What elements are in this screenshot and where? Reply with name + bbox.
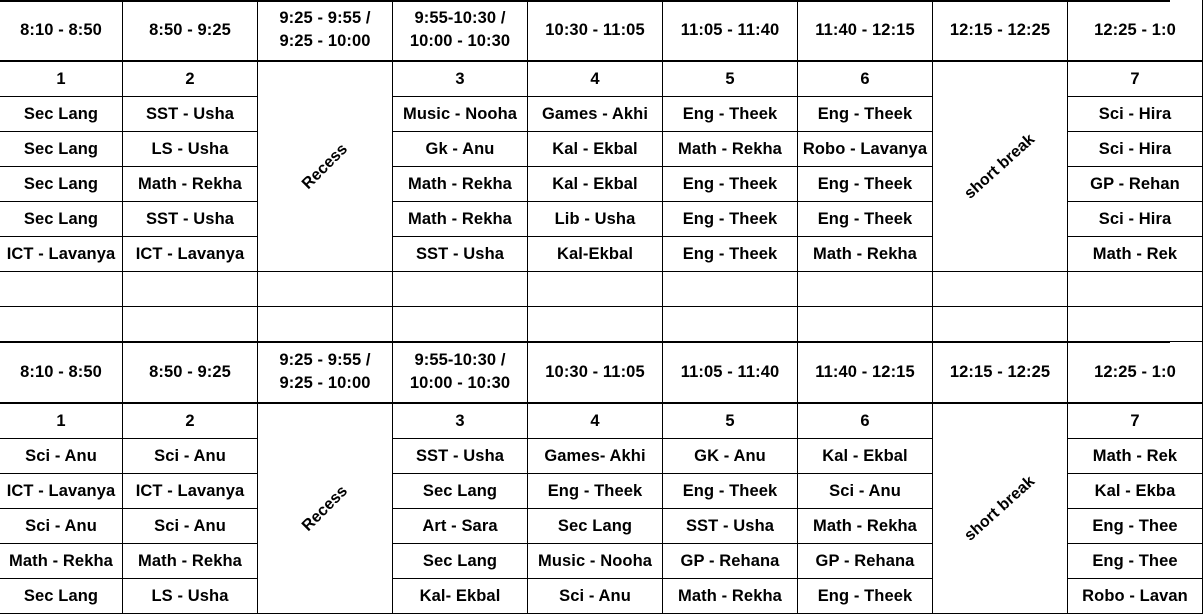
- recess-label: Recess: [298, 140, 351, 193]
- time-slot-text: 11:40 - 12:15: [815, 20, 915, 39]
- subject-text: Gk - Anu: [425, 139, 495, 158]
- subject-text: Eng - Theek: [682, 104, 778, 123]
- time-slot-header: [528, 342, 663, 404]
- short-break-label: short break: [961, 472, 1039, 544]
- subject-cell: [663, 167, 798, 202]
- subject-text: Eng - Theek: [682, 209, 778, 228]
- period-number: [123, 404, 258, 439]
- time-slot-text: 11:05 - 11:40: [680, 362, 780, 381]
- empty-cell: [798, 272, 933, 307]
- time-slot-header: [798, 342, 933, 404]
- subject-cell: [0, 202, 123, 237]
- period-number-text: 3: [455, 69, 465, 88]
- subject-text: Sec Lang: [23, 586, 99, 605]
- subject-cell: [528, 167, 663, 202]
- subject-text: Sci - Anu: [154, 516, 226, 535]
- subject-cell: [123, 509, 258, 544]
- period-number: [0, 404, 123, 439]
- empty-cell: [933, 272, 1068, 307]
- subject-text: Math - Rekha: [813, 244, 917, 263]
- subject-text: Math - Rekha: [813, 516, 917, 535]
- period-number: [1068, 62, 1203, 97]
- subject-cell: [0, 97, 123, 132]
- subject-cell: [123, 544, 258, 579]
- subject-text: ICT - Lavanya: [6, 244, 116, 263]
- subject-text: Sci - Anu: [25, 516, 97, 535]
- empty-cell: [528, 307, 663, 342]
- subject-cell: [528, 97, 663, 132]
- time-slot-text: 10:30 - 11:05: [545, 20, 645, 39]
- subject-cell: [0, 439, 123, 474]
- time-slot-header: [393, 0, 528, 62]
- time-slot-header: [123, 342, 258, 404]
- subject-text: Sec Lang: [23, 174, 99, 193]
- subject-text: ICT - Lavanya: [6, 481, 116, 500]
- subject-text: GP - Rehana: [815, 551, 915, 570]
- time-slot-text: 9:25 - 10:00: [279, 32, 371, 50]
- subject-cell: [123, 237, 258, 272]
- time-slot-text: 8:10 - 8:50: [20, 362, 102, 381]
- subject-cell: [123, 97, 258, 132]
- time-slot-header: [1068, 0, 1203, 62]
- subject-text: Robo - Lavan: [1082, 586, 1188, 605]
- subject-cell: [798, 202, 933, 237]
- time-slot-text: 9:55-10:30 /: [414, 351, 506, 369]
- period-number: [663, 62, 798, 97]
- empty-cell: [1068, 307, 1203, 342]
- subject-cell: [798, 167, 933, 202]
- period-number-text: 6: [860, 69, 870, 88]
- subject-cell: [663, 509, 798, 544]
- period-number: [0, 62, 123, 97]
- subject-cell: [663, 579, 798, 614]
- period-number-text: 5: [725, 69, 735, 88]
- subject-cell: [1068, 474, 1203, 509]
- subject-text: Eng - Theek: [682, 174, 778, 193]
- subject-cell: [663, 97, 798, 132]
- time-slot-text: 10:00 - 10:30: [409, 32, 511, 50]
- subject-cell: [393, 579, 528, 614]
- subject-text: Math - Rek: [1092, 244, 1178, 263]
- empty-cell: [123, 307, 258, 342]
- subject-text: GK - Anu: [694, 446, 766, 465]
- subject-cell: [1068, 132, 1203, 167]
- subject-text: Kal - Ekba: [1094, 481, 1176, 500]
- subject-cell: [528, 439, 663, 474]
- empty-cell: [393, 307, 528, 342]
- period-number-text: 5: [725, 411, 735, 430]
- empty-cell: [393, 272, 528, 307]
- period-number: [393, 62, 528, 97]
- subject-cell: [798, 579, 933, 614]
- time-slot-text: 9:25 - 10:00: [279, 374, 371, 392]
- subject-text: SST - Usha: [415, 244, 505, 263]
- subject-text: Eng - Theek: [547, 481, 643, 500]
- subject-text: Sci - Hira: [1098, 209, 1172, 228]
- time-slot-text: 12:15 - 12:25: [949, 20, 1051, 39]
- recess-cell: [258, 404, 393, 614]
- time-slot-header: [1068, 342, 1203, 404]
- subject-text: Sec Lang: [422, 481, 498, 500]
- subject-cell: [663, 237, 798, 272]
- subject-text: Kal- Ekbal: [419, 586, 501, 605]
- time-slot-header: [528, 0, 663, 62]
- subject-cell: [1068, 237, 1203, 272]
- subject-cell: [663, 544, 798, 579]
- subject-cell: [0, 132, 123, 167]
- subject-text: Math - Rekha: [138, 174, 242, 193]
- subject-text: Kal - Ekbal: [822, 446, 908, 465]
- period-number-text: 3: [455, 411, 465, 430]
- time-slot-text: 9:25 - 9:55 /: [279, 9, 371, 27]
- period-number-text: 7: [1130, 69, 1140, 88]
- empty-cell: [933, 307, 1068, 342]
- time-slot-text: 12:25 - 1:0: [1094, 362, 1176, 381]
- subject-cell: [798, 237, 933, 272]
- subject-cell: [1068, 509, 1203, 544]
- subject-cell: [798, 97, 933, 132]
- subject-text: Kal - Ekbal: [552, 139, 638, 158]
- period-number: [528, 62, 663, 97]
- time-slot-text: 9:55-10:30 /: [414, 9, 506, 27]
- subject-text: Math - Rekha: [9, 551, 113, 570]
- subject-cell: [528, 132, 663, 167]
- subject-cell: [0, 167, 123, 202]
- empty-cell: [0, 307, 123, 342]
- subject-text: Eng - Thee: [1092, 516, 1178, 535]
- empty-cell: [663, 307, 798, 342]
- subject-text: GP - Rehana: [680, 551, 780, 570]
- subject-cell: [123, 579, 258, 614]
- subject-text: LS - Usha: [151, 139, 229, 158]
- subject-text: Sci - Anu: [154, 446, 226, 465]
- recess-label: Recess: [298, 482, 351, 535]
- subject-cell: [798, 474, 933, 509]
- subject-text: Eng - Thee: [1092, 551, 1178, 570]
- subject-cell: [1068, 579, 1203, 614]
- period-number-text: 7: [1130, 411, 1140, 430]
- period-number: [1068, 404, 1203, 439]
- subject-cell: [1068, 167, 1203, 202]
- block-divider: [0, 341, 1170, 343]
- subject-text: SST - Usha: [685, 516, 775, 535]
- recess-cell: [258, 62, 393, 272]
- subject-cell: [798, 544, 933, 579]
- subject-text: Kal-Ekbal: [556, 244, 634, 263]
- subject-text: Sci - Hira: [1098, 104, 1172, 123]
- subject-text: Games- Akhi: [544, 446, 646, 465]
- subject-cell: [0, 579, 123, 614]
- period-number-text: 6: [860, 411, 870, 430]
- subject-text: Sci - Anu: [25, 446, 97, 465]
- subject-text: Sec Lang: [23, 209, 99, 228]
- subject-text: Sci - Hira: [1098, 139, 1172, 158]
- time-slot-text: 8:50 - 9:25: [149, 362, 231, 381]
- empty-cell: [258, 272, 393, 307]
- subject-cell: [663, 474, 798, 509]
- period-number-text: 1: [56, 411, 66, 430]
- subject-cell: [393, 544, 528, 579]
- subject-cell: [663, 202, 798, 237]
- subject-cell: [393, 474, 528, 509]
- subject-cell: [393, 439, 528, 474]
- time-slot-header: [123, 0, 258, 62]
- time-slot-text: 9:25 - 9:55 /: [279, 351, 371, 369]
- subject-text: Math - Rekha: [408, 174, 512, 193]
- subject-text: Eng - Theek: [817, 586, 913, 605]
- subject-text: GP - Rehan: [1090, 174, 1180, 193]
- short-break-label: short break: [961, 130, 1039, 202]
- short-break-cell: [933, 62, 1068, 272]
- time-slot-header: [663, 0, 798, 62]
- subject-cell: [798, 509, 933, 544]
- subject-text: Math - Rekha: [678, 586, 782, 605]
- time-slot-header: [933, 0, 1068, 62]
- subject-text: Lib - Usha: [554, 209, 636, 228]
- subject-cell: [123, 167, 258, 202]
- subject-text: Sec Lang: [422, 551, 498, 570]
- period-number: [123, 62, 258, 97]
- subject-text: Sci - Anu: [559, 586, 631, 605]
- time-slot-header: [933, 342, 1068, 404]
- period-number: [528, 404, 663, 439]
- subject-text: Sec Lang: [23, 104, 99, 123]
- subject-cell: [123, 474, 258, 509]
- time-slot-header: [0, 0, 123, 62]
- subject-cell: [1068, 97, 1203, 132]
- empty-cell: [1068, 272, 1203, 307]
- subject-text: Art - Sara: [422, 516, 498, 535]
- empty-cell: [0, 272, 123, 307]
- subject-text: Math - Rek: [1092, 446, 1178, 465]
- subject-text: Math - Rekha: [138, 551, 242, 570]
- subject-cell: [393, 167, 528, 202]
- empty-cell: [258, 307, 393, 342]
- subject-text: Kal - Ekbal: [552, 174, 638, 193]
- subject-cell: [663, 439, 798, 474]
- empty-cell: [798, 307, 933, 342]
- subject-text: Sec Lang: [23, 139, 99, 158]
- time-slot-header: [663, 342, 798, 404]
- time-slot-text: 11:05 - 11:40: [680, 20, 780, 39]
- time-slot-header: [798, 0, 933, 62]
- subject-cell: [393, 237, 528, 272]
- subject-text: Music - Nooha: [537, 551, 653, 570]
- subject-text: Eng - Theek: [817, 104, 913, 123]
- subject-cell: [528, 202, 663, 237]
- subject-cell: [0, 474, 123, 509]
- time-slot-text: 12:15 - 12:25: [949, 362, 1051, 381]
- time-slot-text: 10:30 - 11:05: [545, 362, 645, 381]
- subject-cell: [123, 439, 258, 474]
- subject-cell: [663, 132, 798, 167]
- subject-text: Math - Rekha: [678, 139, 782, 158]
- subject-cell: [1068, 439, 1203, 474]
- time-slot-text: 10:00 - 10:30: [409, 374, 511, 392]
- period-number-text: 4: [590, 69, 600, 88]
- subject-text: Robo - Lavanya: [802, 139, 928, 158]
- subject-text: Sci - Anu: [829, 481, 901, 500]
- subject-text: Eng - Theek: [682, 481, 778, 500]
- subject-cell: [798, 439, 933, 474]
- subject-cell: [123, 202, 258, 237]
- subject-cell: [528, 237, 663, 272]
- time-slot-text: 12:25 - 1:0: [1094, 20, 1176, 39]
- subject-cell: [798, 132, 933, 167]
- subject-text: SST - Usha: [415, 446, 505, 465]
- subject-cell: [0, 237, 123, 272]
- time-slot-text: 8:50 - 9:25: [149, 20, 231, 39]
- subject-text: Math - Rekha: [408, 209, 512, 228]
- empty-cell: [123, 272, 258, 307]
- time-slot-text: 8:10 - 8:50: [20, 20, 102, 39]
- subject-cell: [393, 202, 528, 237]
- period-number: [798, 404, 933, 439]
- time-slot-header: [258, 0, 393, 62]
- subject-text: SST - Usha: [145, 209, 235, 228]
- subject-text: LS - Usha: [151, 586, 229, 605]
- period-number-text: 4: [590, 411, 600, 430]
- subject-cell: [0, 509, 123, 544]
- short-break-cell: [933, 404, 1068, 614]
- subject-cell: [528, 474, 663, 509]
- time-slot-text: 11:40 - 12:15: [815, 362, 915, 381]
- subject-cell: [1068, 544, 1203, 579]
- subject-text: Eng - Theek: [682, 244, 778, 263]
- time-slot-header: [258, 342, 393, 404]
- time-slot-header: [393, 342, 528, 404]
- empty-cell: [663, 272, 798, 307]
- subject-cell: [123, 132, 258, 167]
- subject-cell: [1068, 202, 1203, 237]
- time-slot-header: [0, 342, 123, 404]
- period-number-text: 2: [185, 69, 195, 88]
- subject-text: Eng - Theek: [817, 174, 913, 193]
- period-number: [393, 404, 528, 439]
- subject-cell: [393, 132, 528, 167]
- period-number: [663, 404, 798, 439]
- subject-cell: [393, 509, 528, 544]
- subject-cell: [0, 544, 123, 579]
- subject-text: ICT - Lavanya: [135, 244, 245, 263]
- subject-cell: [528, 509, 663, 544]
- empty-cell: [528, 272, 663, 307]
- subject-cell: [528, 579, 663, 614]
- period-number: [798, 62, 933, 97]
- subject-text: Sec Lang: [557, 516, 633, 535]
- subject-text: SST - Usha: [145, 104, 235, 123]
- subject-text: ICT - Lavanya: [135, 481, 245, 500]
- period-number-text: 1: [56, 69, 66, 88]
- subject-text: Eng - Theek: [817, 209, 913, 228]
- subject-text: Games - Akhi: [541, 104, 649, 123]
- subject-text: Music - Nooha: [402, 104, 518, 123]
- subject-cell: [528, 544, 663, 579]
- subject-cell: [393, 97, 528, 132]
- period-number-text: 2: [185, 411, 195, 430]
